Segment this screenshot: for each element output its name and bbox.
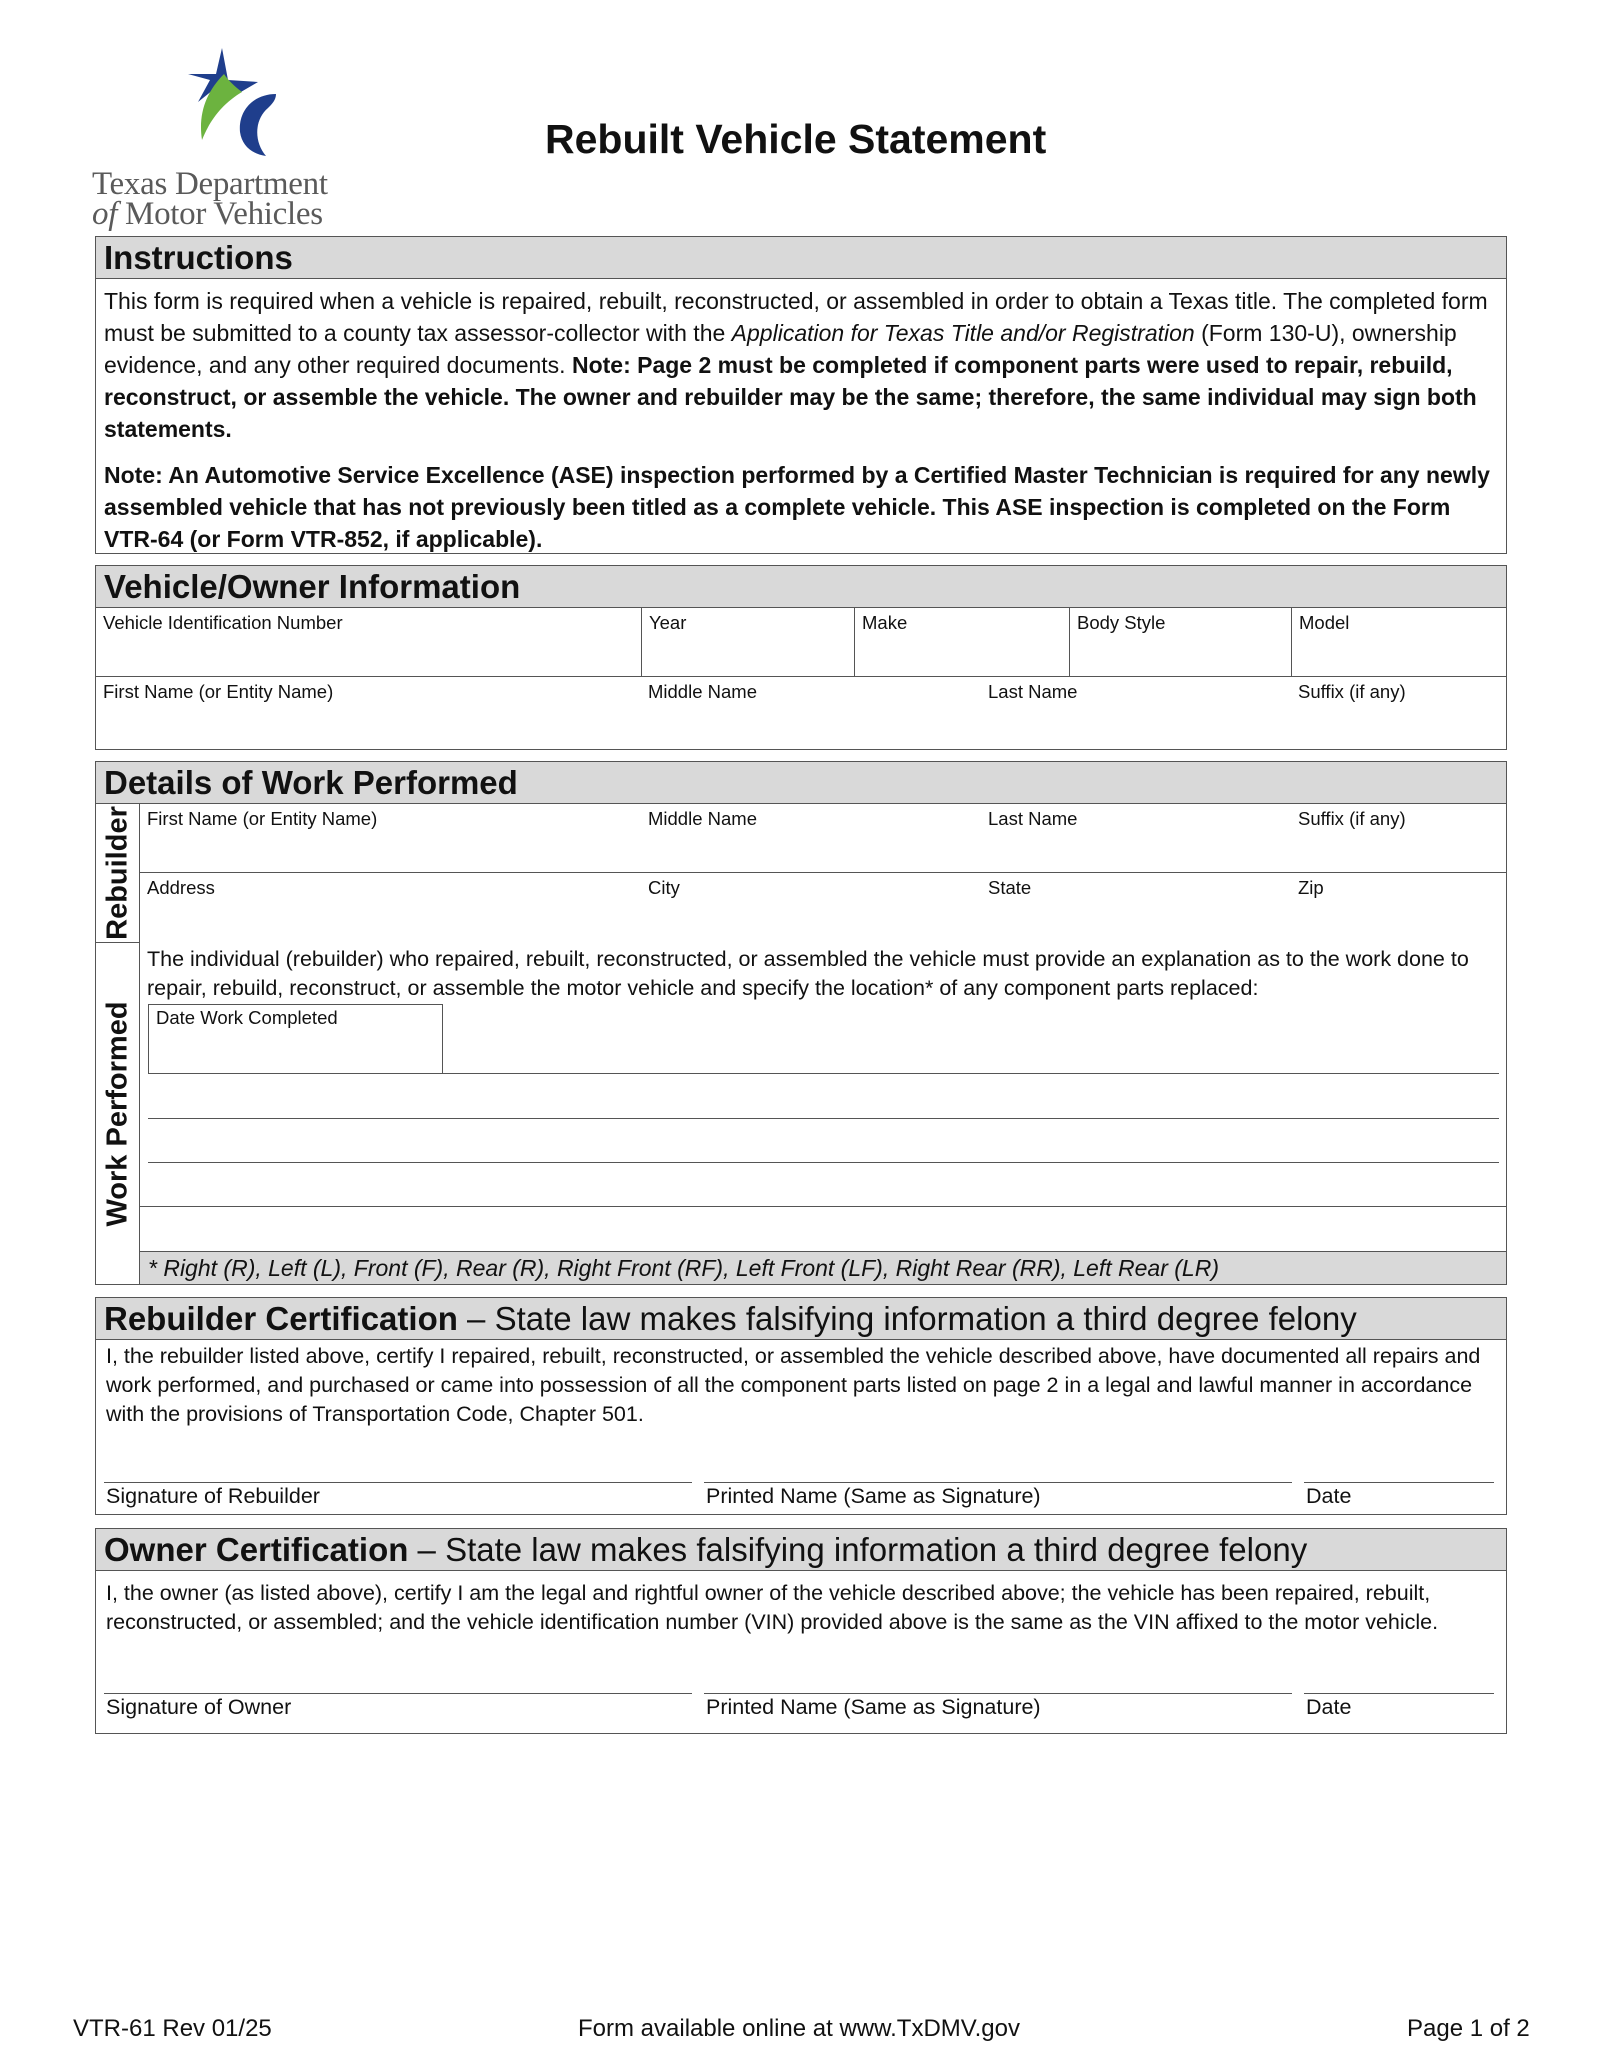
- body-style-field[interactable]: Body Style: [1069, 608, 1291, 676]
- work-line-2[interactable]: [148, 1118, 1499, 1119]
- rebuilder-name-row: [140, 804, 1506, 873]
- txdmv-logo: [90, 44, 370, 234]
- work-performed-side-label: Work Performed: [96, 943, 140, 1284]
- rebuilder-address-field[interactable]: Address: [147, 877, 215, 898]
- work-performed-area: [140, 943, 1506, 1284]
- owner-middle-name-field[interactable]: Middle Name: [648, 681, 757, 702]
- instructions-paragraph-1: This form is required when a vehicle is repaired, rebuilt, reconstructed, or assembled in order to obtain a Texas title. The completed form must be submitted to a county tax assessor-collector with the Application for Texas Title and/or Registration (Form 130-U), ownership evidence, and any other required documents. Note: Page 2 must be completed if component parts were used to repair, rebuild, reconstruct, or assemble the vehicle. The owner and rebuilder may be the same; therefore, the same individual may sign both statements.: [104, 288, 1488, 442]
- vehicle-owner-section: [95, 565, 1507, 750]
- owner-cert-text: I, the owner (as listed above), certify I am the legal and rightful owner of the vehicle described above; the vehicle has been repaired, rebuilt, reconstructed, or assembled; and the vehicle identification number (VIN) provided above is the same as the VIN affixed to the motor vehicle.: [106, 1581, 1439, 1634]
- rebuilder-address-row: [140, 873, 1506, 943]
- year-field[interactable]: Year: [641, 608, 854, 676]
- work-line-1[interactable]: [148, 1073, 1499, 1074]
- logo-text-line1: Texas Department: [92, 166, 328, 202]
- rebuilder-printed-name-line[interactable]: [704, 1482, 1292, 1483]
- rebuilder-signature-line[interactable]: [104, 1482, 692, 1483]
- rebuilder-city-field[interactable]: City: [648, 877, 680, 898]
- vehicle-owner-heading: Vehicle/Owner Information: [96, 566, 1506, 608]
- rebuilder-printed-name-label: Printed Name (Same as Signature): [706, 1484, 1041, 1508]
- form-id: VTR-61 Rev 01/25: [73, 2015, 272, 2042]
- work-explanation-text: The individual (rebuilder) who repaired, rebuilt, reconstructed, or assembled the vehicle must provide an explanation as to the work done to repair, rebuild, reconstruct, or assemble the motor vehicle and specify the location* of any component parts replaced:: [147, 947, 1469, 1000]
- rebuilder-suffix-field[interactable]: Suffix (if any): [1298, 808, 1406, 829]
- vin-field[interactable]: Vehicle Identification Number: [103, 612, 343, 633]
- work-line-4[interactable]: [140, 1206, 1506, 1207]
- instructions-paragraph-2: Note: An Automotive Service Excellence (ASE) inspection performed by a Certified Master Technician is required for any newly assembled vehicle that has not previously been titled as a complete vehicle. This ASE inspection is completed on the Form VTR-64 (or Form VTR-852, if applicable).: [104, 462, 1490, 552]
- owner-suffix-field[interactable]: Suffix (if any): [1298, 681, 1406, 702]
- owner-signature-label: Signature of Owner: [106, 1695, 292, 1719]
- rebuilder-certification-section: [95, 1297, 1507, 1515]
- rebuilder-side-label: Rebuilder: [96, 804, 140, 943]
- rebuilder-cert-heading: Rebuilder Certification – State law makes falsifying information a third degree felony: [96, 1298, 1506, 1340]
- rebuilder-signature-label: Signature of Rebuilder: [106, 1484, 320, 1508]
- rebuilder-fields: [140, 804, 1506, 943]
- rebuilder-last-name-field[interactable]: Last Name: [988, 808, 1078, 829]
- owner-certification-section: [95, 1528, 1507, 1734]
- details-heading: Details of Work Performed: [96, 762, 1506, 804]
- owner-name-row: [96, 677, 1506, 746]
- online-availability: Form available online at www.TxDMV.gov: [578, 2015, 1020, 2042]
- instructions-heading: Instructions: [96, 237, 1506, 279]
- work-line-3[interactable]: [148, 1162, 1499, 1163]
- owner-last-name-field[interactable]: Last Name: [988, 681, 1078, 702]
- owner-signature-line[interactable]: [104, 1693, 692, 1694]
- make-field[interactable]: Make: [854, 608, 1069, 676]
- date-work-completed-field[interactable]: Date Work Completed: [148, 1004, 443, 1073]
- instructions-body: [96, 279, 1506, 555]
- document-title: Rebuilt Vehicle Statement: [545, 116, 1047, 162]
- instructions-section: [95, 236, 1507, 554]
- rebuilder-date-label: Date: [1306, 1484, 1352, 1508]
- rebuilder-date-line[interactable]: [1304, 1482, 1494, 1483]
- model-field[interactable]: Model: [1291, 608, 1505, 676]
- owner-first-name-field[interactable]: First Name (or Entity Name): [103, 681, 334, 702]
- owner-date-label: Date: [1306, 1695, 1352, 1719]
- rebuilder-cert-text: I, the rebuilder listed above, certify I repaired, rebuilt, reconstructed, or assembled the vehicle described above, have documented all repairs and work performed, and purchased or came into possession of all the component parts listed on page 2 in a legal and lawful manner in accordance with the provisions of Transportation Code, Chapter 501.: [106, 1344, 1481, 1426]
- page-number: Page 1 of 2: [1407, 2015, 1530, 2042]
- owner-date-line[interactable]: [1304, 1693, 1494, 1694]
- rebuilder-first-name-field[interactable]: First Name (or Entity Name): [147, 808, 378, 829]
- vehicle-row: [96, 608, 1506, 677]
- logo-text-line2: of Motor Vehicles: [92, 196, 323, 232]
- location-footnote: * Right (R), Left (L), Front (F), Rear (R), Right Front (RF), Left Front (LF), Right Rear (RR), Left Rear (LR): [140, 1251, 1506, 1284]
- details-section: [95, 761, 1507, 1285]
- owner-printed-name-label: Printed Name (Same as Signature): [706, 1695, 1041, 1719]
- txdmv-star-icon: [158, 44, 288, 164]
- rebuilder-zip-field[interactable]: Zip: [1298, 877, 1324, 898]
- owner-cert-heading: Owner Certification – State law makes falsifying information a third degree felony: [96, 1529, 1506, 1571]
- rebuilder-middle-name-field[interactable]: Middle Name: [648, 808, 757, 829]
- rebuilder-state-field[interactable]: State: [988, 877, 1032, 898]
- owner-printed-name-line[interactable]: [704, 1693, 1292, 1694]
